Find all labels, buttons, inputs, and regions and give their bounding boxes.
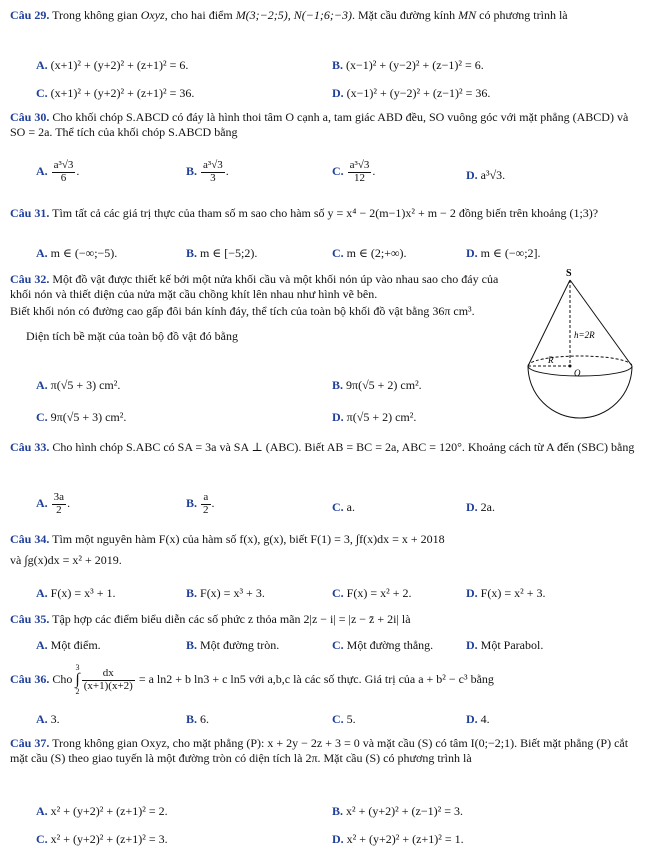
question-30 xyxy=(10,110,640,140)
option-d[interactable]: D. m ∈ (−∞;2]. xyxy=(466,246,541,260)
option-c[interactable]: C. Một đường thẳng. xyxy=(332,638,434,652)
question-number: Câu 33. xyxy=(10,440,50,454)
cone-hemisphere-figure xyxy=(524,266,644,422)
option-c[interactable]: C. a. xyxy=(332,500,355,514)
integral-limits: 3 ∫ 2 xyxy=(75,663,80,696)
question-number: Câu 31. xyxy=(10,206,50,220)
question-number: Câu 30. xyxy=(10,110,50,124)
cone-left-edge xyxy=(528,280,570,366)
label-o: O xyxy=(574,368,581,378)
option-d[interactable]: D. a³√3. xyxy=(466,168,506,182)
base-ellipse-back xyxy=(528,356,632,366)
option-b[interactable]: B. $\frac{a}{2}$ . xyxy=(186,491,215,516)
question-36 xyxy=(10,664,640,696)
question-31 xyxy=(10,206,640,221)
fraction: $\frac{\text{a³√3}}{6}$ xyxy=(53,159,74,184)
option-a[interactable]: A. F(x) = x³ + 1. xyxy=(36,586,116,600)
option-c[interactable]: C. m ∈ (2;+∞). xyxy=(332,246,407,260)
option-a[interactable]: A. Một điểm. xyxy=(36,638,101,652)
question-32: Câu 32. Một đồ vật được thiết kế bởi một nửa khối cầu và một khối nón úp vào nhau sao cho đáy của khối nón và thiết diện của nửa mặt cầu chồng khít lên nhau như hình vẽ bên. Biết khối nón có đường cao gấp đôi bán kính đáy, thể tích của toàn bộ khối đồ vật bằng 36π cm³. Diện tích bề mặt của toàn bộ đồ vật đó bằng xyxy=(10,272,522,344)
option-d[interactable]: D. Một Parabol. xyxy=(466,638,544,652)
option-d[interactable]: D. 2a. xyxy=(466,500,495,514)
option-a[interactable]: A. (x+1)² + (y+2)² + (z+1)² = 6. xyxy=(36,58,189,72)
label-s: S xyxy=(566,268,572,279)
option-c[interactable]: C. x² + (y+2)² + (z+1)² = 3. xyxy=(36,832,168,846)
question-number: Câu 32. xyxy=(10,272,50,286)
fraction: $\frac{\text{a³√3}}{12}$ xyxy=(349,159,370,184)
option-b[interactable]: B. Một đường tròn. xyxy=(186,638,280,652)
question-37 xyxy=(10,736,640,766)
question-30-stem: Câu 30. Cho khối chóp S.ABCD có đáy là hình thoi tâm O cạnh a, tam giác ABD đều, SO vuông góc với mặt phẳng (ABCD) và SO = 2a. Thể tích của khối chóp S.ABCD bằng xyxy=(10,110,629,139)
fraction: $\frac{dx}{(x+1)(x+2)}$ xyxy=(83,666,133,692)
option-c[interactable]: C. $\frac{\text{a³√3}}{12}$ . xyxy=(332,159,376,184)
option-c[interactable]: C. F(x) = x² + 2. xyxy=(332,586,412,600)
option-a[interactable]: A. 3. xyxy=(36,712,60,726)
option-d[interactable]: D. π(√5 + 2) cm². xyxy=(332,410,417,424)
question-37-stem: Câu 37. Trong không gian Oxyz, cho mặt phẳng (P): x + 2y − 2z + 3 = 0 và mặt cầu (S) có tâm I(0;−2;1). Biết mặt phẳng (P) cắt mặt cầu (S) theo giao tuyến là một đường tròn có diện tích là 2π. Mặt cầu (S) có phương trình là xyxy=(10,736,629,765)
option-d[interactable]: D. (x−1)² + (y−2)² + (z−1)² = 36. xyxy=(332,86,491,100)
option-d[interactable]: D. F(x) = x² + 3. xyxy=(466,586,546,600)
option-b[interactable]: B. m ∈ [−5;2). xyxy=(186,246,258,260)
option-b[interactable]: B. $\frac{\text{a³√3}}{3}$ . xyxy=(186,159,229,184)
option-b[interactable]: B. x² + (y+2)² + (z−1)² = 3. xyxy=(332,804,463,818)
option-c[interactable]: C. (x+1)² + (y+2)² + (z+1)² = 36. xyxy=(36,86,195,100)
question-36-stem: Câu 36. Cho 3 ∫ 2 $\frac{dx}{(x+1)(x+2)}$ = a ln2 + b ln3 + c ln5 với a,b,c là các số thực. Giá trị của a + b² − c³ bằng xyxy=(10,663,494,696)
question-35 xyxy=(10,612,640,627)
option-b[interactable]: B. 9π(√5 + 2) cm². xyxy=(332,378,422,392)
question-31-stem: Câu 31. Tìm tất cả các giá trị thực của tham số m sao cho hàm số y = x⁴ − 2(m−1)x² + m − 2 đồng biến trên khoảng (1;3)? xyxy=(10,206,599,220)
integral-sign: ∫ xyxy=(75,671,80,688)
question-34: Câu 34. Tìm một nguyên hàm F(x) của hàm số f(x), g(x), biết F(1) = 3, ∫f(x)dx = x + 2018 và ∫g(x)dx = x² + 2019. xyxy=(10,532,640,568)
question-number: Câu 36. xyxy=(10,671,50,686)
option-c[interactable]: C. 5. xyxy=(332,712,356,726)
question-33-stem: Câu 33. Cho hình chóp S.ABC có SA = 3a và SA ⊥ (ABC). Biết AB = BC = 2a, ABC = 120°. Khoảng cách từ A đến (SBC) bằng xyxy=(10,440,635,454)
option-a[interactable]: A. $\frac{\text{a³√3}}{6}$ . xyxy=(36,159,80,184)
option-a[interactable]: A. m ∈ (−∞;−5). xyxy=(36,246,118,260)
option-a[interactable]: A. π(√5 + 3) cm². xyxy=(36,378,121,392)
label-h: h=2R xyxy=(574,330,595,340)
fraction: $\frac{\text{a³√3}}{3}$ xyxy=(203,159,223,184)
option-a[interactable]: A. $\frac{3a}{2}$ . xyxy=(36,491,71,516)
question-29-stem: Câu 29. Trong không gian Oxyz, cho hai điểm M(3;−2;5), N(−1;6;−3). Mặt cầu đường kính MN có phương trình là xyxy=(10,8,568,22)
option-d[interactable]: D. x² + (y+2)² + (z+1)² = 1. xyxy=(332,832,464,846)
label-r: R xyxy=(548,355,554,365)
fraction: $\frac{3a}{2}$ xyxy=(53,491,65,516)
question-32-stem: Câu 32. Một đồ vật được thiết kế bởi một nửa khối cầu và một khối nón úp vào nhau sao cho đáy của khối nón và thiết diện của nửa mặt cầu chồng khít lên nhau như hình vẽ bên. xyxy=(10,272,499,301)
option-a[interactable]: A. x² + (y+2)² + (z+1)² = 2. xyxy=(36,804,168,818)
question-number: Câu 34. xyxy=(10,532,50,546)
option-b[interactable]: B. F(x) = x³ + 3. xyxy=(186,586,265,600)
option-b[interactable]: B. 6. xyxy=(186,712,210,726)
question-number: Câu 37. xyxy=(10,736,50,750)
option-d[interactable]: D. 4. xyxy=(466,712,490,726)
option-b[interactable]: B. (x−1)² + (y−2)² + (z−1)² = 6. xyxy=(332,58,484,72)
question-29 xyxy=(10,8,640,23)
question-number: Câu 35. xyxy=(10,612,50,626)
question-35-stem: Câu 35. Tập hợp các điểm biểu diễn các số phức z thỏa mãn 2|z − i| = |z − z̄ + 2i| là xyxy=(10,612,411,626)
question-33 xyxy=(10,440,640,455)
cone-right-edge xyxy=(570,280,632,366)
option-c[interactable]: C. 9π(√5 + 3) cm². xyxy=(36,410,127,424)
question-number: Câu 29. xyxy=(10,8,50,22)
question-34-stem: Câu 34. Tìm một nguyên hàm F(x) của hàm số f(x), g(x), biết F(1) = 3, ∫f(x)dx = x + 2018 xyxy=(10,532,445,546)
center-point xyxy=(569,365,572,368)
fraction: $\frac{a}{2}$ xyxy=(203,491,209,516)
